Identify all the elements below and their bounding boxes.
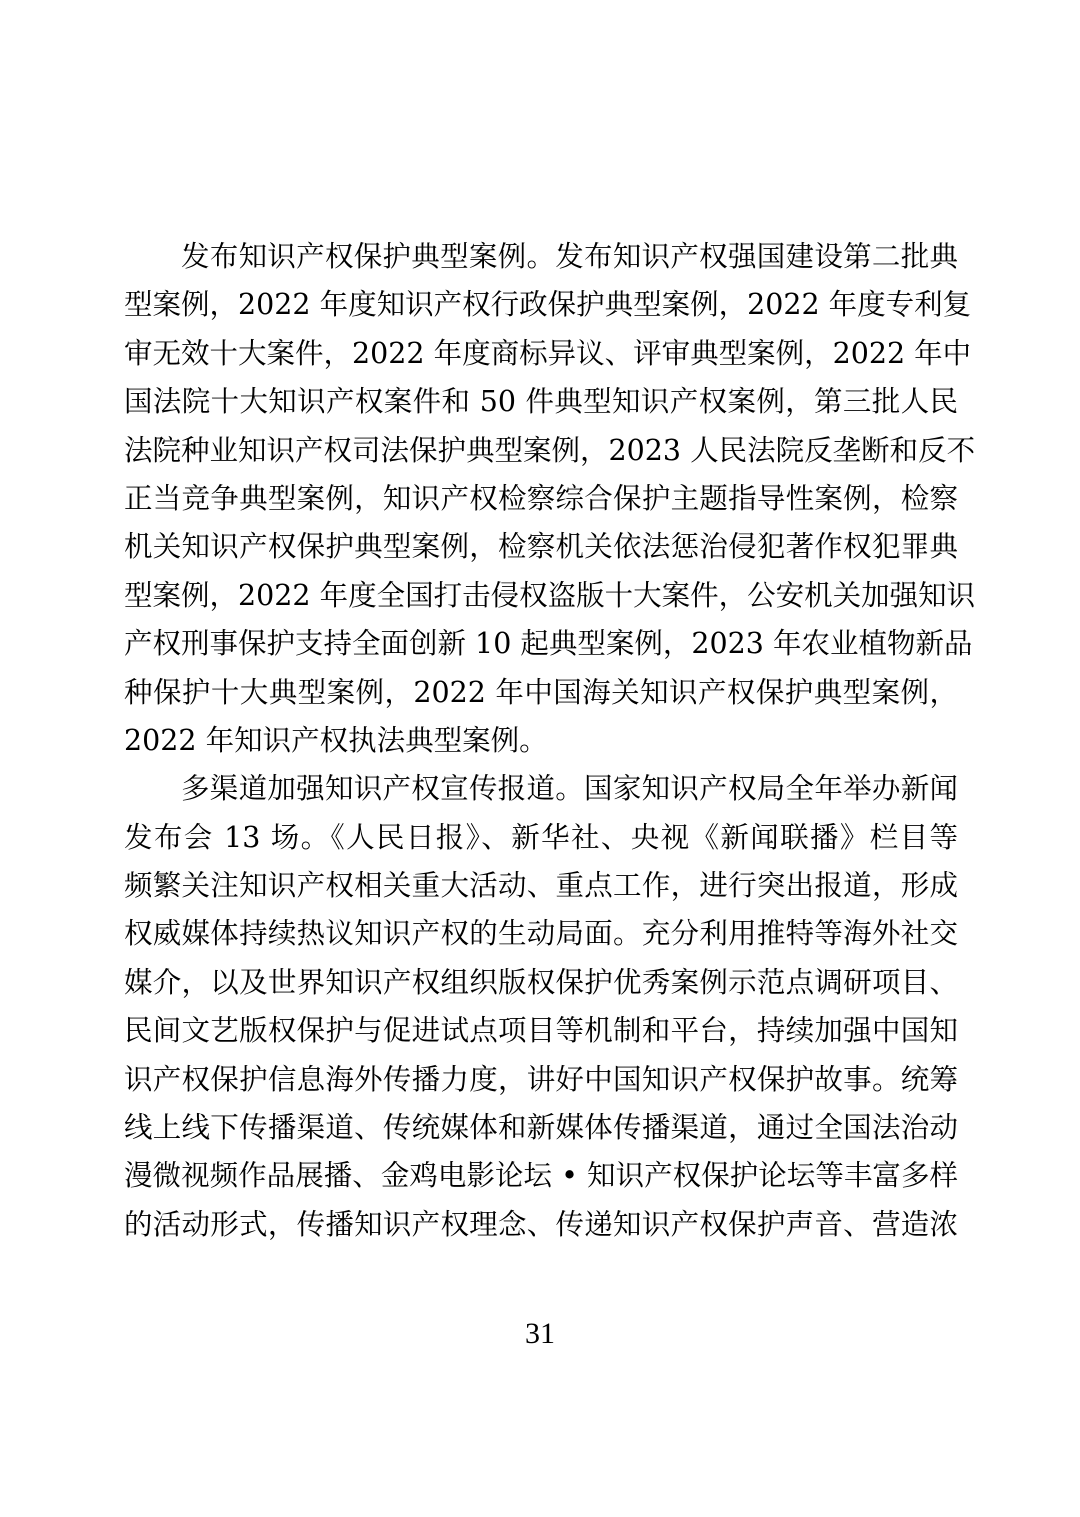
paragraph-publicity (124, 765, 958, 1249)
body-text (124, 233, 976, 1249)
text-line: 种保护十大典型案例，2022 年中国海关知识产权保护典型案例， (124, 675, 958, 709)
text-line: 漫微视频作品展播、金鸡电影论坛 • 知识产权保护论坛等丰富多样 (124, 1159, 958, 1193)
text-line: 正当竞争典型案例，知识产权检察综合保护主题指导性案例，检察 (124, 481, 958, 515)
text-line: 国法院十大知识产权案件和 50 件典型知识产权案例，第三批人民 (124, 385, 958, 419)
text-line: 媒介，以及世界知识产权组织版权保护优秀案例示范点调研项目、 (124, 965, 958, 999)
text-line: 识产权保护信息海外传播力度，讲好中国知识产权保护故事。统筹 (124, 1062, 958, 1096)
text-line: 频繁关注知识产权相关重大活动、重点工作，进行突出报道，形成 (124, 869, 958, 903)
text-line: 2022 年知识产权执法典型案例。 (124, 723, 548, 757)
text-line: 的活动形式，传播知识产权理念、传递知识产权保护声音、营造浓 (124, 1207, 958, 1241)
text-line: 型案例，2022 年度知识产权行政保护典型案例，2022 年度专利复 (124, 288, 972, 322)
text-line: 民间文艺版权保护与促进试点项目等机制和平台，持续加强中国知 (124, 1014, 958, 1048)
text-line: 发布知识产权保护典型案例。发布知识产权强国建设第二批典 (181, 240, 958, 273)
text-line: 发布会 13 场。《人民日报》、新华社、央视《新闻联播》栏目等 (124, 820, 958, 854)
text-line: 线上线下传播渠道、传统媒体和新媒体传播渠道，通过全国法治动 (124, 1111, 958, 1145)
text-line: 多渠道加强知识产权宣传报道。国家知识产权局全年举办新闻 (181, 772, 958, 806)
text-line: 审无效十大案件，2022 年度商标异议、评审典型案例，2022 年中 (124, 336, 972, 370)
text-line: 权威媒体持续热议知识产权的生动局面。充分利用推特等海外社交 (124, 917, 958, 951)
paragraph-typical-cases (124, 233, 976, 765)
text-line: 法院种业知识产权司法保护典型案例，2023 人民法院反垄断和反不 (124, 433, 976, 467)
text-line: 机关知识产权保护典型案例，检察机关依法惩治侵犯著作权犯罪典 (124, 530, 958, 564)
page-number: 31 (525, 1317, 555, 1350)
text-line: 产权刑事保护支持全面创新 10 起典型案例，2023 年农业植物新品 (124, 627, 973, 661)
text-line: 型案例，2022 年度全国打击侵权盗版十大案件，公安机关加强知识 (124, 578, 976, 612)
